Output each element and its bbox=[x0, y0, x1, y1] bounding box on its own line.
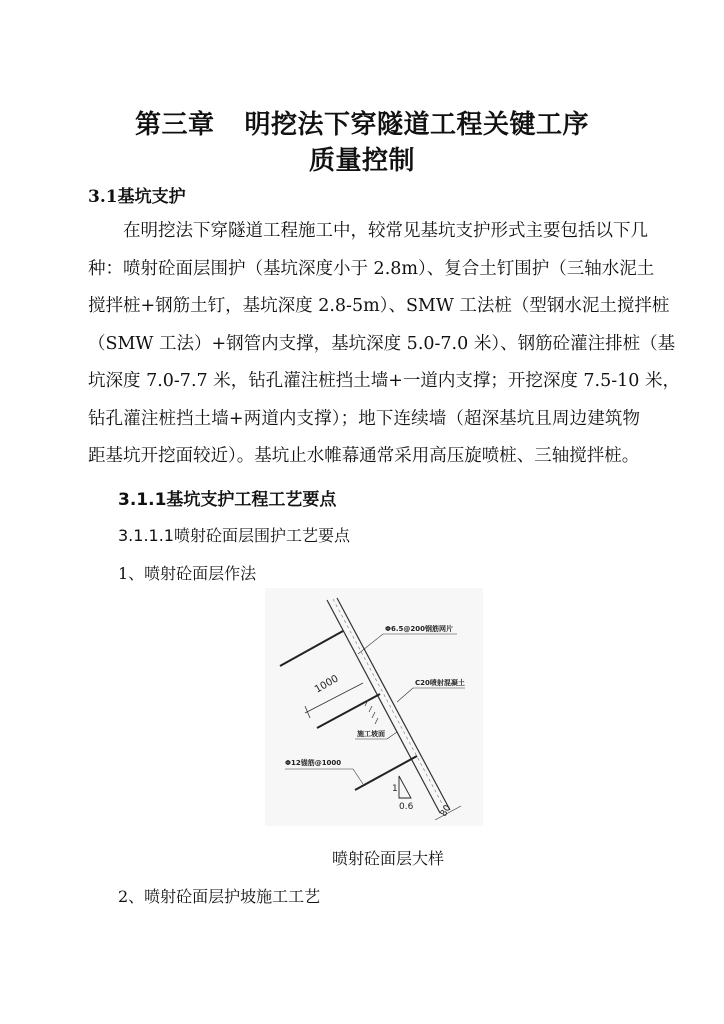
thickness-label: 80 bbox=[438, 803, 454, 819]
spacing-label: 1000 bbox=[313, 673, 341, 696]
subsubsection-heading: 3.1.1.1喷射砼面层围护工艺要点 bbox=[118, 526, 350, 545]
list-item-1: 1、喷射砼面层作法 bbox=[118, 564, 257, 583]
anchor-label: Φ12锚筋@1000 bbox=[285, 759, 342, 767]
paragraph-line: 坑深度 7.0-7.7 米，钻孔灌注桩挡土墙+一道内支撑；开挖深度 7.5-10 米， bbox=[88, 371, 680, 391]
chapter-title-text: 明挖法下穿隧道工程关键工序 bbox=[244, 110, 590, 140]
shotcrete-detail-figure bbox=[265, 588, 483, 826]
mesh-label: Φ6.5@200钢筋网片 bbox=[385, 625, 453, 633]
paragraph-line: 距基坑开挖面较近）。基坑止水帷幕通常采用高压旋喷桩、三轴搅拌桩。 bbox=[88, 446, 640, 466]
list-item-2: 2、喷射砼面层护坡施工工艺 bbox=[118, 887, 321, 906]
chapter-title-line2: 质量控制 bbox=[308, 146, 415, 176]
anchor-bar bbox=[355, 756, 417, 790]
section-heading: 3.1基坑支护 bbox=[88, 187, 186, 207]
slope-face-label: 施工坡面 bbox=[357, 730, 385, 738]
chapter-title-line1 bbox=[0, 104, 724, 141]
figure-caption: 喷射砼面层大样 bbox=[332, 849, 445, 868]
subsection-heading: 3.1.1基坑支护工程工艺要点 bbox=[118, 490, 337, 510]
paragraph-line: 种：喷射砼面层围护（基坑深度小于 2.8m）、复合土钉围护（三轴水泥土 bbox=[88, 258, 655, 279]
concrete-label: C20喷射混凝土 bbox=[415, 679, 465, 687]
paragraph-line: 在明挖法下穿隧道工程施工中，较常见基坑支护形式主要包括以下几 bbox=[123, 221, 648, 241]
anchor-bar bbox=[280, 631, 343, 666]
anchor-bar bbox=[317, 694, 380, 728]
chapter-number: 第三章 bbox=[134, 110, 215, 140]
paragraph-line: 钻孔灌注桩挡土墙+两道内支撑）；地下连续墙（超深基坑且周边建筑物 bbox=[88, 408, 640, 429]
paragraph-line: 搅拌桩+钢筋土钉，基坑深度 2.8-5m）、SMW 工法桩（型钢水泥土搅拌桩 bbox=[88, 296, 670, 316]
paragraph-line: （SMW 工法）+钢管内支撑，基坑深度 5.0-7.0 米）、钢筋砼灌注排桩（基 bbox=[88, 333, 676, 354]
body-paragraph bbox=[88, 213, 680, 476]
ratio-vertical: 1 bbox=[392, 784, 398, 794]
ratio-horizontal: 0.6 bbox=[399, 802, 414, 812]
